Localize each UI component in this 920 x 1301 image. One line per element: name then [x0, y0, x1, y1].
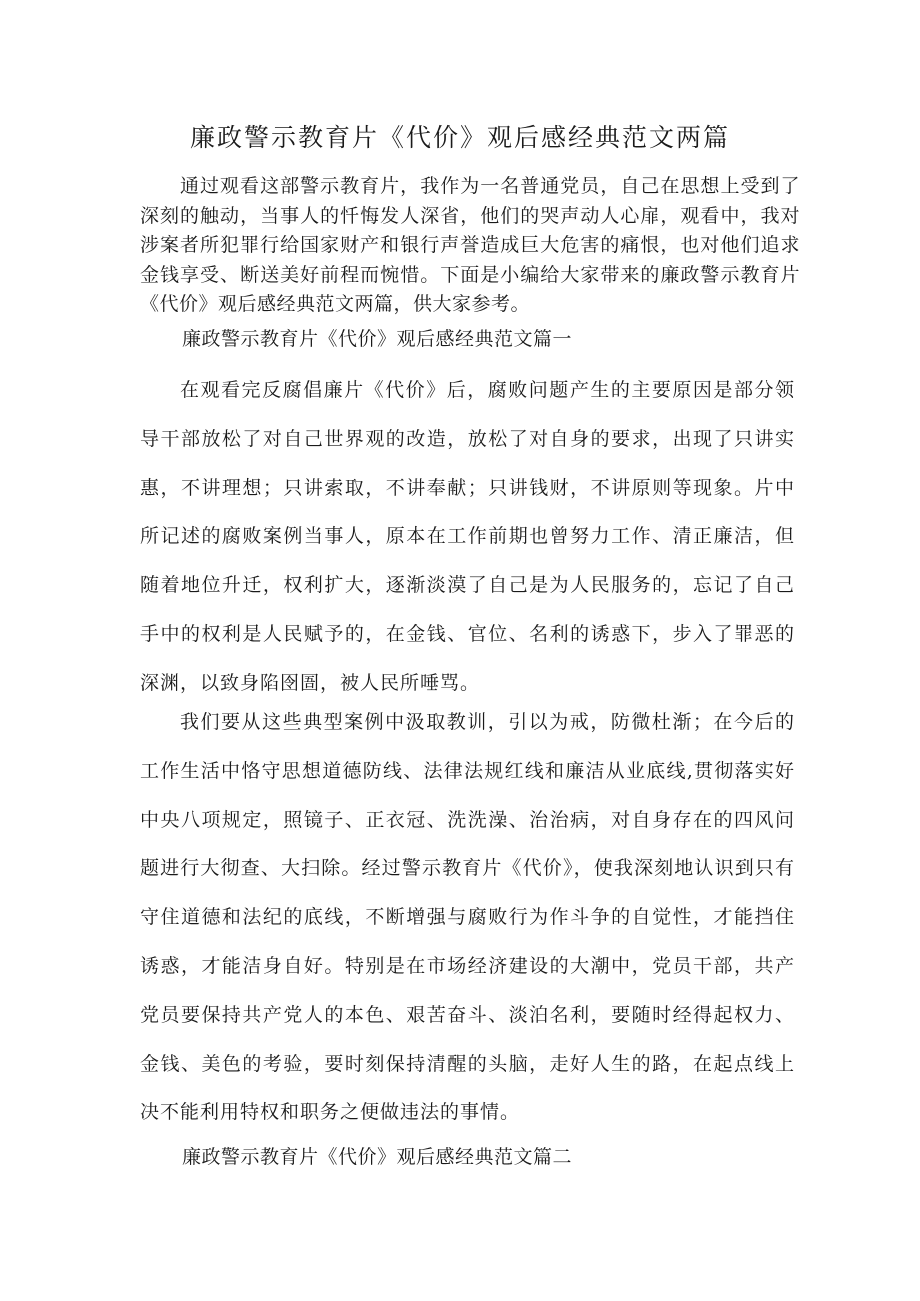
body-paragraph-2: 我们要从这些典型案例中汲取教训，引以为戒，防微杜渐；在今后的工作生活中恪守思想道德防线、法律法规红线和廉洁从业底线,贯彻落实好中央八项规定，照镜子、正衣冠、洗洗澡、治治病，对自身存在的四风问题进行大彻查、大扫除。经过警示教育片《代价》，使我深刻地认识到只有守住道德和法纪的底线，不断增强与腐败行为作斗争的自觉性，才能挡住诱惑，才能洁身自好。特别是在市场经济建设的大潮中，党员干部，共产党员要保持共产党人的本色、艰苦奋斗、淡泊名利，要随时经得起权力、金钱、美色的考验，要时刻保持清醒的头脑，走好人生的路，在起点线上决不能利用特权和职务之便做违法的事情。: [140, 711, 795, 1124]
section-heading-1: 廉政警示教育片《代价》观后感经典范文篇一: [182, 328, 573, 350]
document-title: 廉政警示教育片《代价》观后感经典范文两篇: [189, 123, 730, 152]
section-heading-2: 廉政警示教育片《代价》观后感经典范文篇二: [182, 1146, 573, 1168]
body-paragraph-1: 在观看完反腐倡廉片《代价》后，腐败问题产生的主要原因是部分领导干部放松了对自己世界观的改造，放松了对自身的要求，出现了只讲实惠，不讲理想；只讲索取，不讲奉献；只讲钱财，不讲原则等现象。片中所记述的腐败案例当事人，原本在工作前期也曾努力工作、清正廉洁，但随着地位升迁，权利扩大，逐渐淡漠了自己是为人民服务的，忘记了自己手中的权利是人民赋予的，在金钱、官位、名利的诱惑下，步入了罪恶的深渊，以致身陷囹圄，被人民所唾骂。: [140, 379, 795, 694]
intro-paragraph: 通过观看这部警示教育片，我作为一名普通党员，自己在思想上受到了深刻的触动，当事人的忏悔发人深省，他们的哭声动人心扉，观看中，我对涉案者所犯罪行给国家财产和银行声誉造成巨大危害的痛恨，也对他们追求金钱享受、断送美好前程而惋惜。下面是小编给大家带来的廉政警示教育片《代价》观后感经典范文两篇，供大家参考。: [140, 175, 800, 315]
